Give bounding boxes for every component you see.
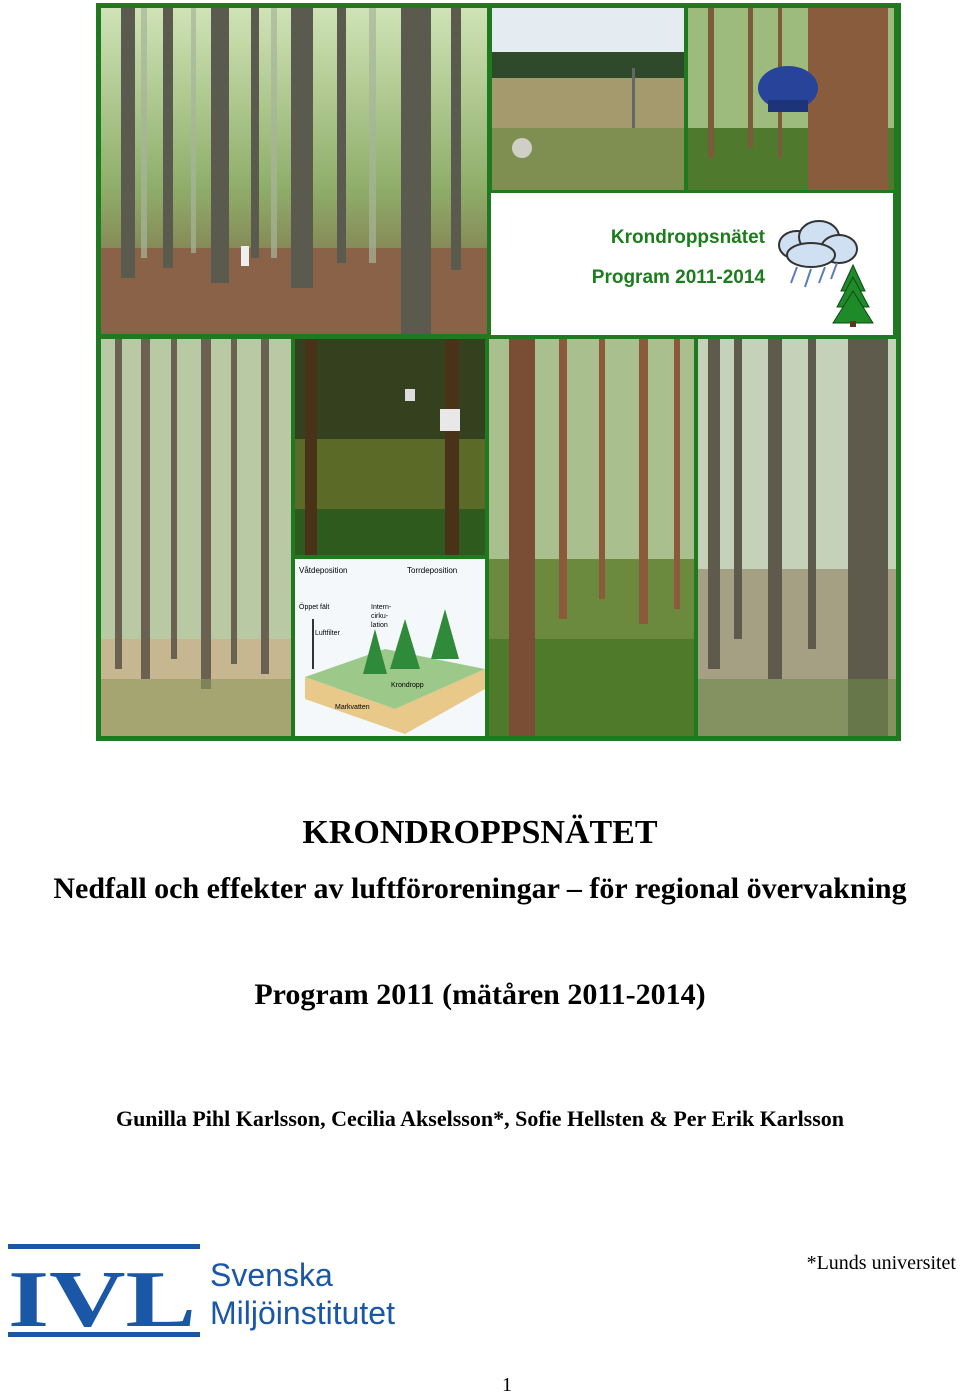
pine-with-cap-photo bbox=[688, 8, 894, 190]
ivl-logo-line2: Miljöinstitutet bbox=[210, 1295, 395, 1331]
page-number: 1 bbox=[502, 1374, 512, 1396]
diagram-label-wet: Våtdeposition bbox=[299, 566, 348, 575]
diagram-label-filter: Luftfilter bbox=[315, 630, 340, 637]
dark-forest-collector-photo bbox=[295, 339, 485, 555]
report-program-line: Program 2011 (mätåren 2011-2014) bbox=[254, 978, 706, 1011]
ivl-logo bbox=[8, 1244, 458, 1340]
spruce-forest-photo bbox=[101, 339, 291, 736]
diagram-label-open: Öppet fält bbox=[299, 604, 330, 611]
spruce-stand-photo bbox=[698, 339, 896, 736]
diagram-label-internal2: cirku- bbox=[371, 613, 389, 620]
beech-forest-photo bbox=[101, 8, 487, 334]
network-title: Krondroppsnätet bbox=[610, 227, 765, 248]
report-main-title: KRONDROPPSNÄTET bbox=[302, 814, 658, 851]
report-authors: Gunilla Pihl Karlsson, Cecilia Akselsson*, Sofie Hellsten & Per Erik Karlsson bbox=[115, 1106, 845, 1131]
program-period: Program 2011-2014 bbox=[591, 267, 765, 288]
ivl-logo-line1: Svenska bbox=[210, 1257, 333, 1293]
diagram-label-throughfall: Krondropp bbox=[391, 682, 424, 689]
cover-photo-collage bbox=[96, 3, 901, 741]
cover-brand-box bbox=[491, 193, 893, 335]
diagram-label-soilwater: Markvatten bbox=[335, 704, 370, 711]
diagram-label-internal3: lation bbox=[371, 622, 388, 629]
rain-cloud-spruce-icon bbox=[767, 211, 887, 329]
deposition-diagram bbox=[295, 559, 485, 736]
pine-forest-photo bbox=[489, 339, 694, 736]
diagram-label-dry: Torrdeposition bbox=[407, 566, 458, 575]
report-subtitle: Nedfall och effekter av luftföroreningar – för regional övervakning bbox=[53, 872, 907, 905]
ivl-logo-mark: IVL bbox=[8, 1256, 196, 1340]
affiliation-note: *Lunds universitet bbox=[806, 1252, 956, 1274]
diagram-label-internal: Intern- bbox=[371, 604, 392, 611]
clearing-photo bbox=[492, 8, 684, 190]
